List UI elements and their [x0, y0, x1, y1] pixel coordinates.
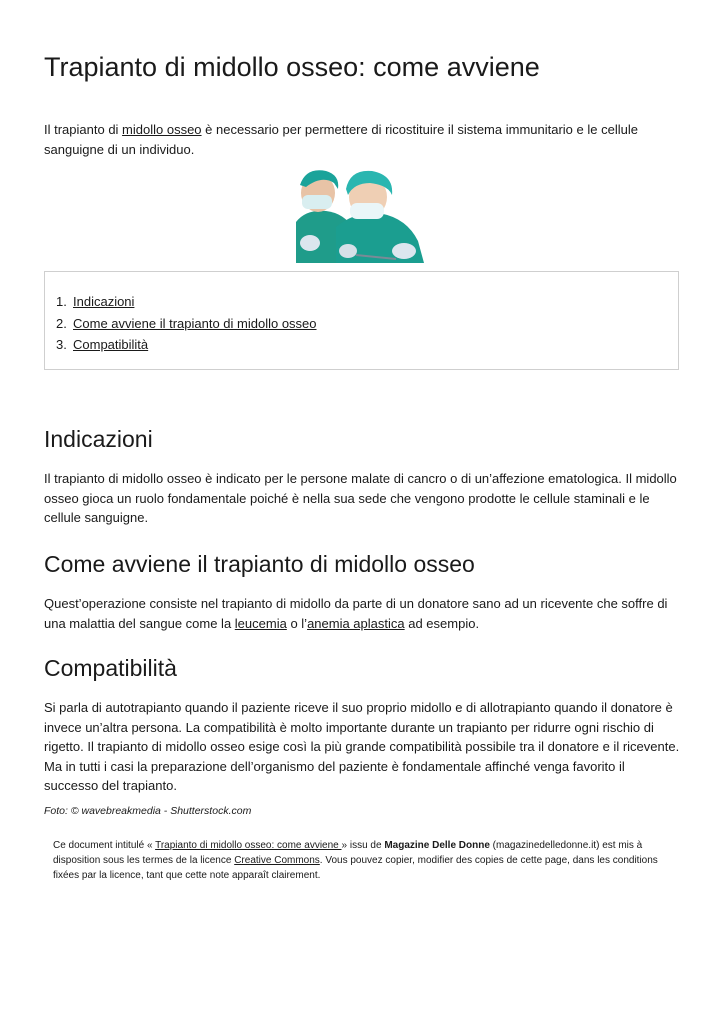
toc-link-compatibilita[interactable]: Compatibilità	[73, 337, 149, 352]
come-text-mid: o l’	[286, 615, 308, 631]
toc-number: 3.	[56, 337, 67, 352]
license-notice	[53, 838, 673, 883]
toc-list	[56, 291, 317, 356]
notice-text-1: Ce document intitulé «	[53, 840, 156, 851]
section-heading-indicazioni: Indicazioni	[44, 426, 153, 452]
notice-text-2: » issu de	[341, 840, 385, 851]
notice-text-4: . Vous pouvez copier, modifier des copies de cette page, dans les conditions fixées par la licence, tant que cette note apparaît clairement.	[53, 855, 658, 881]
intro-text-before: Il trapianto di	[44, 122, 123, 137]
section-heading-compatibilita: Compatibilità	[44, 655, 177, 681]
photo-credit: Foto: © wavebreakmedia - Shutterstock.com	[44, 805, 252, 817]
toc-item	[56, 313, 317, 335]
section-heading-come-avviene: Come avviene il trapianto di midollo osseo	[44, 551, 475, 577]
table-of-contents	[44, 271, 679, 370]
surgeons-illustration	[296, 167, 428, 263]
midollo-osseo-link[interactable]: midollo osseo	[122, 122, 202, 137]
toc-number: 1.	[56, 294, 67, 309]
toc-link-come-avviene[interactable]: Come avviene il trapianto di midollo osseo	[73, 315, 317, 331]
section-text-come-avviene	[44, 594, 680, 633]
notice-text-3: (magazinedelledonne.it) est mis à disposition sous les termes de la licence	[53, 840, 643, 866]
notice-article-link[interactable]: Trapianto di midollo osseo: come avviene	[155, 840, 342, 851]
toc-item	[56, 334, 317, 356]
intro-text-after: è necessario per permettere di ricostituire il sistema immunitario e le cellule sanguigne di un individuo.	[44, 122, 638, 157]
surgeons-photo	[296, 167, 428, 263]
section-text-compatibilita: Si parla di autotrapianto quando il paziente riceve il suo proprio midollo e di allotrapianto quando il donatore è invece un’altra persona. La compatibilità è molto importante durante un trapianto per ridurre ogni rischio di rigetto. Il trapianto di midollo osseo esige così la più grande compatibilità possibile tra il donatore e il ricevente. Ma in tutti i casi la preparazione dell’organismo del paziente è fondamentale affinché venga favorito il successo del trapianto.	[44, 700, 680, 793]
come-text-before: Quest’operazione consiste nel trapianto di midollo da parte di un donatore sano ad un ricevente che soffre di una malattia del sangue come la	[44, 596, 668, 631]
toc-link-indicazioni[interactable]: Indicazioni	[73, 294, 135, 309]
creative-commons-link[interactable]: Creative Commons	[234, 855, 320, 866]
toc-item	[56, 291, 317, 313]
anemia-aplastica-link[interactable]: anemia aplastica	[307, 615, 405, 631]
intro-paragraph	[44, 120, 680, 159]
come-text-after: ad esempio.	[404, 615, 480, 631]
notice-site-name: Magazine Delle Donne	[384, 840, 490, 851]
leucemia-link[interactable]: leucemia	[234, 615, 287, 631]
toc-number: 2.	[56, 315, 67, 331]
page-title: Trapianto di midollo osseo: come avviene	[44, 52, 540, 82]
section-text-indicazioni: Il trapianto di midollo osseo è indicato per le persone malate di cancro o di un’affezione ematologica. Il midollo osseo gioca un ruolo fondamentale poiché è nella sua sede che vengono prodotte le cellule staminali e le cellule sanguigne.	[44, 471, 677, 525]
